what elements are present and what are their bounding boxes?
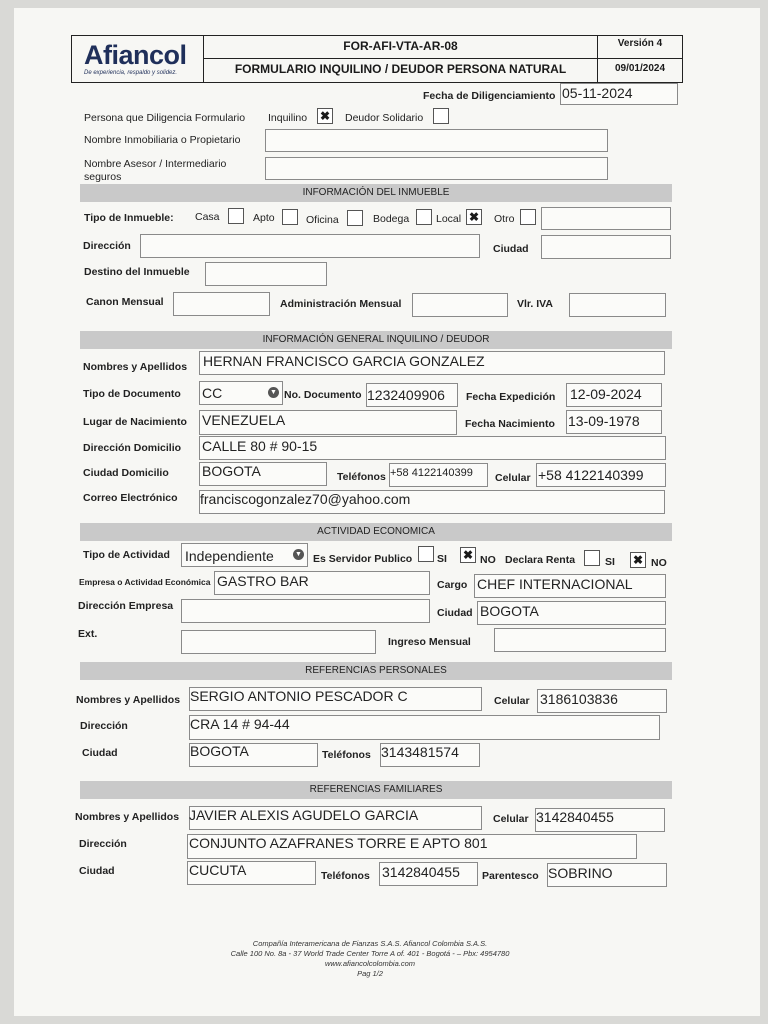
inmobiliaria-field[interactable]: [265, 129, 608, 152]
ext-label: Ext.: [78, 628, 98, 640]
ref-f-nombres-label: Nombres y Apellidos: [75, 811, 180, 823]
ref-f-celular-value: 3142840455: [536, 809, 614, 825]
ref-f-direccion-label: Dirección: [79, 838, 127, 850]
dir-empresa-field[interactable]: [181, 599, 430, 623]
inquilino-checkbox[interactable]: ✖: [317, 108, 333, 124]
ingreso-field[interactable]: [494, 628, 666, 652]
ciudad-dom-label: Ciudad Domicilio: [83, 467, 169, 479]
ref-p-telefonos-label: Teléfonos: [322, 749, 371, 761]
telefonos-value: +58 4122140399: [390, 467, 473, 479]
ref-p-ciudad-value: BOGOTA: [190, 743, 249, 759]
renta-si-label: SI: [605, 556, 615, 568]
section-actividad: ACTIVIDAD ECONOMICA: [80, 523, 672, 541]
dir-dom-label: Dirección Domicilio: [83, 442, 182, 454]
apto-label: Apto: [253, 212, 275, 224]
form-code: FOR-AFI-VTA-AR-08: [343, 39, 458, 53]
canon-label: Canon Mensual: [86, 296, 164, 308]
tipo-doc-label: Tipo de Documento: [83, 388, 181, 400]
ref-f-nombres-value: JAVIER ALEXIS AGUDELO GARCIA: [189, 807, 419, 823]
afiancol-logo: Afiancol: [84, 40, 187, 70]
footer-website: www.afiancolcolombia.com: [324, 959, 416, 968]
section-inmueble: INFORMACIÓN DEL INMUEBLE: [80, 184, 672, 202]
renta-si-checkbox[interactable]: [584, 550, 600, 566]
bodega-label: Bodega: [373, 213, 410, 225]
dropdown-arrow-icon[interactable]: ▼: [293, 549, 304, 560]
ref-p-celular-label: Celular: [494, 695, 530, 707]
nombres-label: Nombres y Apellidos: [83, 361, 188, 373]
celular-value: +58 4122140399: [538, 467, 644, 483]
logo-tagline: De experiencia, respaldo y solidez.: [84, 70, 178, 76]
servidor-label: Es Servidor Publico: [313, 553, 413, 565]
tipo-inmueble-label: Tipo de Inmueble:: [84, 212, 174, 224]
fecha-exp-label: Fecha Expedición: [466, 391, 556, 403]
servidor-si-checkbox[interactable]: [418, 546, 434, 562]
inquilino-label: Inquilino: [268, 112, 308, 124]
correo-label: Correo Electrónico: [83, 492, 178, 504]
admin-field[interactable]: [412, 293, 508, 317]
servidor-no-label: NO: [480, 554, 496, 566]
ref-f-celular-label: Celular: [493, 813, 529, 825]
iva-label: Vlr. IVA: [517, 298, 553, 310]
celular-label: Celular: [495, 472, 531, 484]
destino-field[interactable]: [205, 262, 327, 286]
local-checkbox[interactable]: ✖: [466, 209, 482, 225]
ref-f-telefonos-value: 3142840455: [382, 864, 460, 880]
cargo-value: CHEF INTERNACIONAL: [477, 576, 633, 592]
asesor-label: Nombre Asesor / Intermediario: [84, 158, 227, 170]
footer-page: Pag 1/2: [357, 969, 383, 978]
form-title: FORMULARIO INQUILINO / DEUDOR PERSONA NATURAL: [234, 62, 567, 76]
servidor-no-checkbox[interactable]: ✖: [460, 547, 476, 563]
section-ref-personales: REFERENCIAS PERSONALES: [80, 662, 672, 680]
otro-field[interactable]: [541, 207, 671, 230]
fecha-value: 05-11-2024: [562, 85, 633, 101]
deudor-label: Deudor Solidario: [345, 112, 424, 124]
empresa-label: Empresa o Actividad Económica: [79, 577, 211, 587]
lugar-nac-label: Lugar de Nacimiento: [83, 416, 187, 428]
ciudad-empresa-value: BOGOTA: [480, 603, 539, 619]
tipo-doc-value: CC: [202, 385, 223, 401]
ref-p-nombres-label: Nombres y Apellidos: [76, 694, 181, 706]
version-date: 09/01/2024: [614, 63, 666, 74]
admin-label: Administración Mensual: [280, 298, 402, 310]
ciudad-dom-value: BOGOTA: [202, 463, 261, 479]
renta-no-label: NO: [651, 557, 667, 569]
ext-field[interactable]: [181, 630, 376, 654]
ref-p-telefonos-value: 3143481574: [381, 744, 459, 760]
oficina-label: Oficina: [306, 214, 339, 226]
fecha-nac-value: 13-09-1978: [568, 413, 640, 429]
telefonos-label: Teléfonos: [337, 471, 386, 483]
otro-checkbox[interactable]: [520, 209, 536, 225]
ref-p-direccion-label: Dirección: [80, 720, 128, 732]
asesor-label-2: seguros: [84, 171, 122, 183]
ref-f-ciudad-label: Ciudad: [79, 865, 115, 877]
ref-f-parentesco-value: SOBRINO: [548, 865, 613, 881]
tipo-actividad-label: Tipo de Actividad: [83, 549, 170, 561]
fecha-nac-label: Fecha Nacimiento: [465, 418, 555, 430]
persona-label: Persona que Diligencia Formulario: [84, 112, 246, 124]
ciudad-inmueble-field[interactable]: [541, 235, 671, 259]
inmobiliaria-label: Nombre Inmobiliaria o Propietario: [84, 134, 241, 146]
ref-p-celular-value: 3186103836: [540, 691, 618, 707]
ciudad-empresa-label: Ciudad: [437, 607, 473, 619]
servidor-si-label: SI: [437, 553, 447, 565]
fecha-exp-value: 12-09-2024: [570, 386, 642, 402]
correo-value: franciscogonzalez70@yahoo.com: [200, 491, 411, 507]
cargo-label: Cargo: [437, 579, 468, 591]
dir-empresa-label: Dirección Empresa: [78, 600, 174, 612]
oficina-checkbox[interactable]: [347, 210, 363, 226]
dir-dom-value: CALLE 80 # 90-15: [202, 438, 318, 454]
apto-checkbox[interactable]: [282, 209, 298, 225]
footer-address: Calle 100 No. 8a - 37 World Trade Center Torre A of. 401 - Bogotá - – Pbx: 4954780: [230, 949, 510, 958]
no-doc-value: 1232409906: [367, 387, 445, 403]
lugar-nac-value: VENEZUELA: [202, 412, 286, 428]
section-ref-familiares: REFERENCIAS FAMILIARES: [80, 781, 672, 799]
ref-p-ciudad-label: Ciudad: [82, 747, 118, 759]
direccion-inmueble-label: Dirección: [83, 240, 131, 252]
fecha-label: Fecha de Diligenciamiento: [423, 90, 556, 102]
ref-p-nombres-value: SERGIO ANTONIO PESCADOR C: [190, 688, 408, 704]
ciudad-inmueble-label: Ciudad: [493, 243, 529, 255]
local-label: Local: [436, 213, 462, 225]
ref-f-direccion-value: CONJUNTO AZAFRANES TORRE E APTO 801: [189, 835, 488, 851]
ref-f-telefonos-label: Teléfonos: [321, 870, 370, 882]
asesor-field[interactable]: [265, 157, 608, 180]
canon-field[interactable]: [173, 292, 270, 316]
iva-field[interactable]: [569, 293, 666, 317]
ref-f-ciudad-value: CUCUTA: [189, 862, 247, 878]
no-doc-label: No. Documento: [284, 389, 362, 401]
nombres-value: HERNAN FRANCISCO GARCIA GONZALEZ: [203, 353, 485, 369]
ref-f-parentesco-label: Parentesco: [482, 870, 539, 882]
casa-checkbox[interactable]: [228, 208, 244, 224]
otro-label: Otro: [494, 213, 515, 225]
renta-label: Declara Renta: [505, 554, 576, 566]
casa-label: Casa: [195, 211, 220, 223]
destino-label: Destino del Inmueble: [84, 266, 190, 278]
direccion-inmueble-field[interactable]: [140, 234, 480, 258]
empresa-value: GASTRO BAR: [217, 573, 309, 589]
ref-p-direccion-value: CRA 14 # 94-44: [190, 716, 290, 732]
section-general: INFORMACIÓN GENERAL INQUILINO / DEUDOR: [80, 331, 672, 349]
bodega-checkbox[interactable]: [416, 209, 432, 225]
footer-company: Compañía Interamericana de Fianzas S.A.S. Afiancol Colombia S.A.S.: [252, 939, 488, 948]
renta-no-checkbox[interactable]: ✖: [630, 552, 646, 568]
ingreso-label: Ingreso Mensual: [388, 636, 471, 648]
version-label: Versión 4: [617, 38, 663, 49]
deudor-checkbox[interactable]: [433, 108, 449, 124]
dropdown-arrow-icon[interactable]: ▼: [268, 387, 279, 398]
tipo-actividad-value: Independiente: [185, 548, 274, 564]
